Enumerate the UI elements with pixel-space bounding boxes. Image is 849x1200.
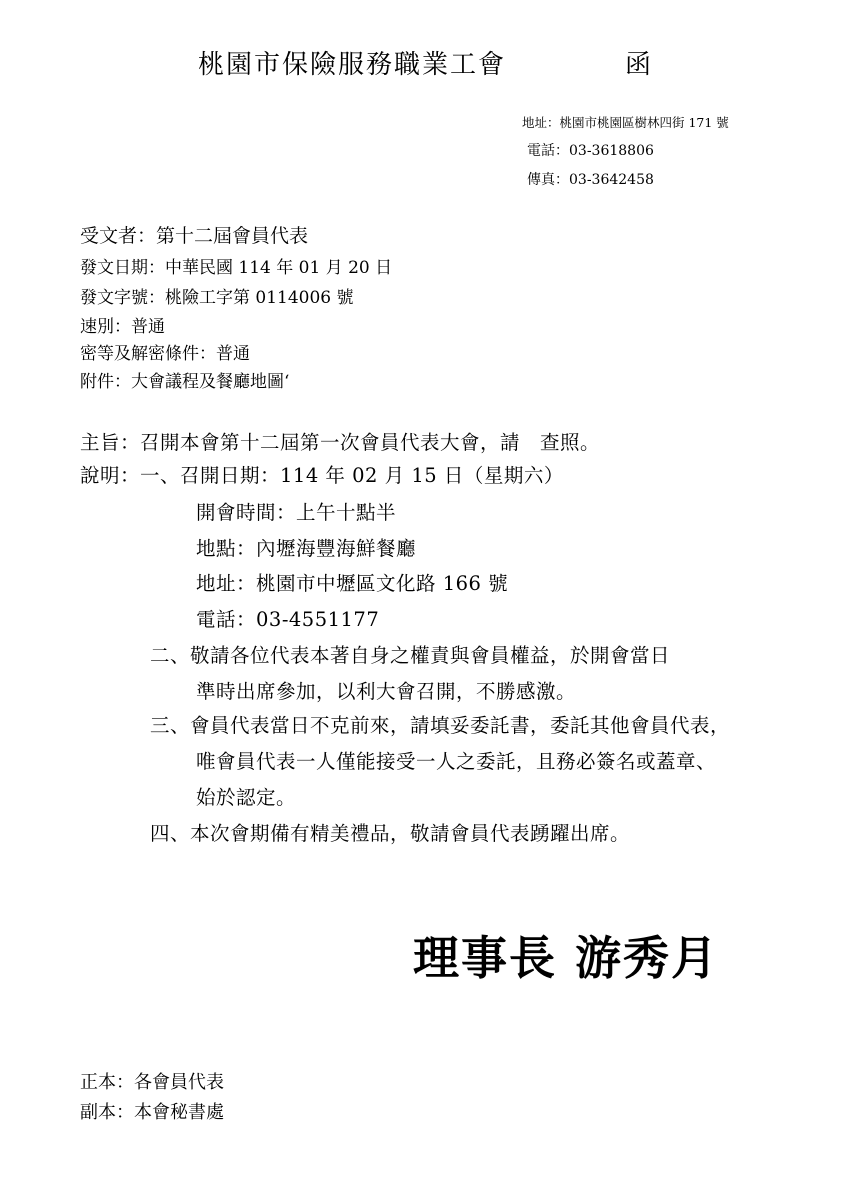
explanation-item-3-continued: 唯會員代表一人僅能接受一人之委託，且務必簽名或蓋章、 (196, 750, 717, 773)
original-recipients: 正本：各會員代表 (80, 1072, 224, 1093)
explanation-item-2-continued: 準時出席參加，以利大會召開，不勝感激。 (196, 680, 577, 703)
issue-date: 發文日期：中華民國 114 年 01 月 20 日 (80, 258, 393, 278)
explanation-item-3: 三、會員代表當日不克前來，請填妥委託書，委託其他會員代表， (150, 714, 731, 737)
org-address: 地址：桃園市桃園區樹林四街 171 號 (522, 115, 729, 130)
venue-phone: 電話：03-4551177 (196, 608, 380, 631)
document-number: 發文字號：桃險工字第 0114006 號 (80, 288, 354, 308)
attachment: 附件：大會議程及餐廳地圖‘ (80, 372, 290, 392)
organization-title: 桃園市保險服務職業工會 (198, 50, 507, 80)
secrecy-level: 密等及解密條件：普通 (80, 344, 250, 364)
chairperson-signature: 理事長 游秀月 (413, 931, 720, 985)
document-type: 函 (625, 50, 652, 80)
explanation-item-4: 四、本次會期備有精美禮品，敬請會員代表踴躍出席。 (150, 822, 631, 845)
explanation-item-2: 二、敬請各位代表本著自身之權責與會員權益，於開會當日 (150, 644, 671, 667)
explanation-item-1: 說明：一、召開日期：114 年 02 月 15 日（星期六） (80, 464, 564, 487)
org-phone: 電話：03-3618806 (527, 143, 654, 159)
delivery-speed: 速別：普通 (80, 317, 165, 337)
meeting-venue: 地點：內壢海豐海鮮餐廳 (196, 537, 417, 560)
meeting-time: 開會時間：上午十點半 (196, 501, 397, 524)
recipient: 受文者：第十二屆會員代表 (80, 225, 309, 247)
venue-address: 地址：桃園市中壢區文化路 166 號 (196, 572, 509, 595)
org-fax: 傳真：03-3642458 (527, 172, 654, 188)
copy-recipients: 副本：本會秘書處 (80, 1102, 224, 1123)
subject: 主旨：召開本會第十二屆第一次會員代表大會，請 查照。 (80, 431, 601, 454)
explanation-item-3-continued-2: 始於認定。 (196, 786, 297, 809)
